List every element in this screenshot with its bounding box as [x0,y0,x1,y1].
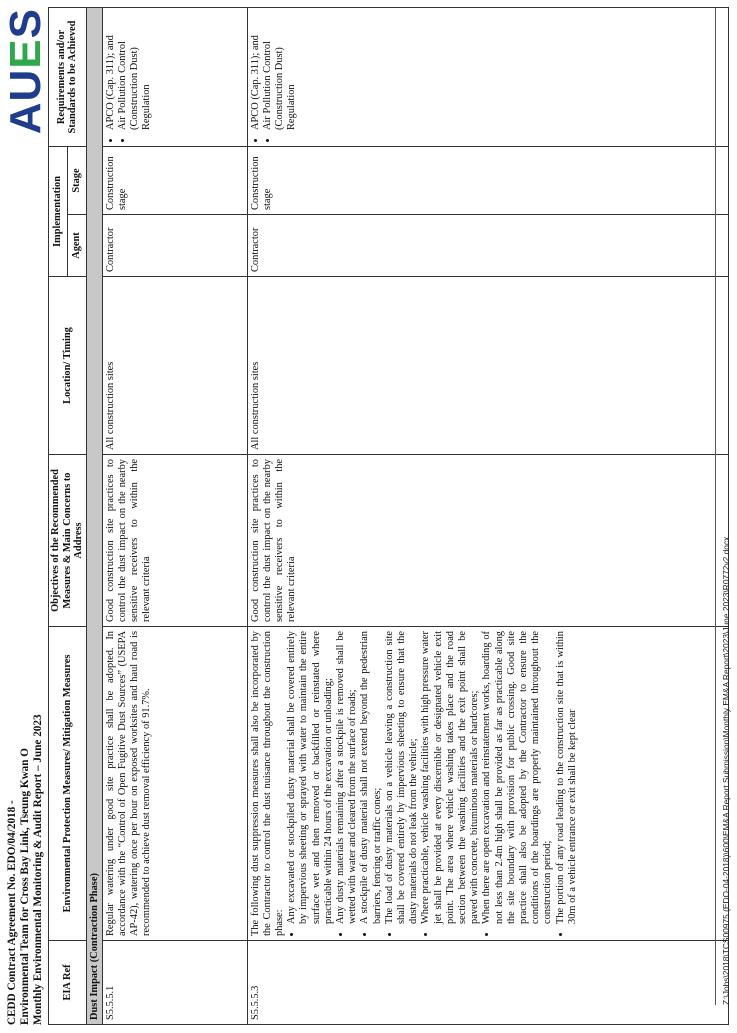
header-line-2: Environmental Team for Cross Bay Link, Tseung Kwan O [19,748,31,1025]
agent-cell: Contractor [247,215,728,277]
document-header [6,714,45,1025]
location-cell: All construction sites [102,277,247,455]
eia-ref-cell: S5.5.5.3 [247,941,728,1025]
requirement-item: • APCO (Cap. 311); and [250,12,262,130]
logo-part-au: AU [1,68,50,135]
agent-cell: Contractor [102,215,247,277]
header-agent: Agent [67,215,86,277]
header-location: Location/ Timing [49,277,87,455]
header-measures: Environmental Protection Measures/ Mitigation Measures [49,627,87,941]
measure-bullet: • A stockpile of dusty material shall not extend beyond the pedestrian barriers, fencing or traffic cones; [359,631,383,924]
header-line-1: CEDD Contract Agreement No. EDO/04/2018 - [6,800,18,1025]
requirements-cell [102,8,247,147]
logo-part-s: S [1,8,50,39]
logo-part-e: E [1,38,50,69]
measure-bullet: • The portion of any road leading to the construction site that is within 30m of a vehicle entrance or exit shall be kept clear [555,631,579,924]
measures-intro: The following dust suppression measures shall also be incorporated by the Contractor to control the dust nuisance throughout the construction phase: [249,631,285,936]
objectives-cell: Good construction site practices to control the dust impact on the nearby sensitive receivers to within the relevant criteria [102,455,247,627]
mitigation-measures-table [48,7,729,1025]
requirement-item: • Air Pollution Control (Construction Dust) Regulation [117,12,154,130]
measure-bullet: • Any excavated or stockpiled dusty material shall be covered entirely by impervious sheeting or sprayed with water to maintain the entire surface wet and then removed or backfilled or reinstated where practicable within 24 hours of the excavation or unloading; [286,631,335,924]
header-line-3: Monthly Environmental Monitoring & Audit Report – June 2023 [32,714,44,1025]
requirements-cell [247,8,728,147]
measure-bullet: • When there are open excavation and reinstatement works, hoarding of not less than 2.4m high shall be provided as far as practicable along the site boundary with provision for public crossing. Good site practice shall also be adopted by the Contractor to ensure the conditions of the hoardings are properly maintained throughout the construction period; [481,631,554,924]
section-title: Dust Impact (Contraction Phase) [86,8,102,1025]
measure-bullet: • The load of dusty materials on a vehicle leaving a construction site shall be covered entirely by impervious sheeting to ensure that the dusty materials do not leak from the vehicle; [384,631,421,924]
measures-cell: Regular watering under good site practice shall be adopted. In accordance with the “Control of Open Fugitive Dust Sources” (USEPA AP-42), watering once per hour on exposed worksites and haul road is recommended to achieve dust removal efficiency of 91.7%. [102,627,247,941]
objectives-cell: Good construction site practices to control the dust impact on the nearby sensitive receivers to within the relevant criteria [247,455,728,627]
footer-rule [715,8,716,1005]
header-objectives: Objectives of the Recommended Measures & Main Concerns to Address [49,455,87,627]
header-eia-ref: EIA Ref [49,941,87,1025]
aues-logo [1,8,50,135]
requirement-item: • Air Pollution Control (Construction Dust) Regulation [262,12,299,130]
table-row [247,8,728,1025]
measure-bullet: • Any dusty materials remaining after a stockpile is removed shall be wetted with water and cleared from the surface of roads; [335,631,359,924]
measures-cell [247,627,728,941]
stage-cell: Construction stage [247,147,728,215]
location-cell: All construction sites [247,277,728,455]
table-row [102,8,247,1025]
eia-ref-cell: S5.5.5.1 [102,941,247,1025]
footer-file-path: Z:\Jobs\2018\TCS00975 (EDO-04-2018)\600\EM&A Report Submission\Monthly EM&A Report\2023\June 2023\R0772v2.docx [721,536,731,1005]
header-stage: Stage [67,147,86,215]
stage-cell: Construction stage [102,147,247,215]
header-implementation: Implementation [49,147,68,277]
header-requirements: Requirements and/or Standards to be Achieved [49,8,87,147]
measure-bullet: • Where practicable, vehicle washing facilities with high pressure water jet shall be provided at every discernible or designated vehicle exit point. The area where vehicle washing takes place and the road section between the washing facilities and the exit point shall be paved with concrete, bituminous materials or hardcores; [420,631,481,924]
requirement-item: • APCO (Cap. 311); and [105,12,117,130]
